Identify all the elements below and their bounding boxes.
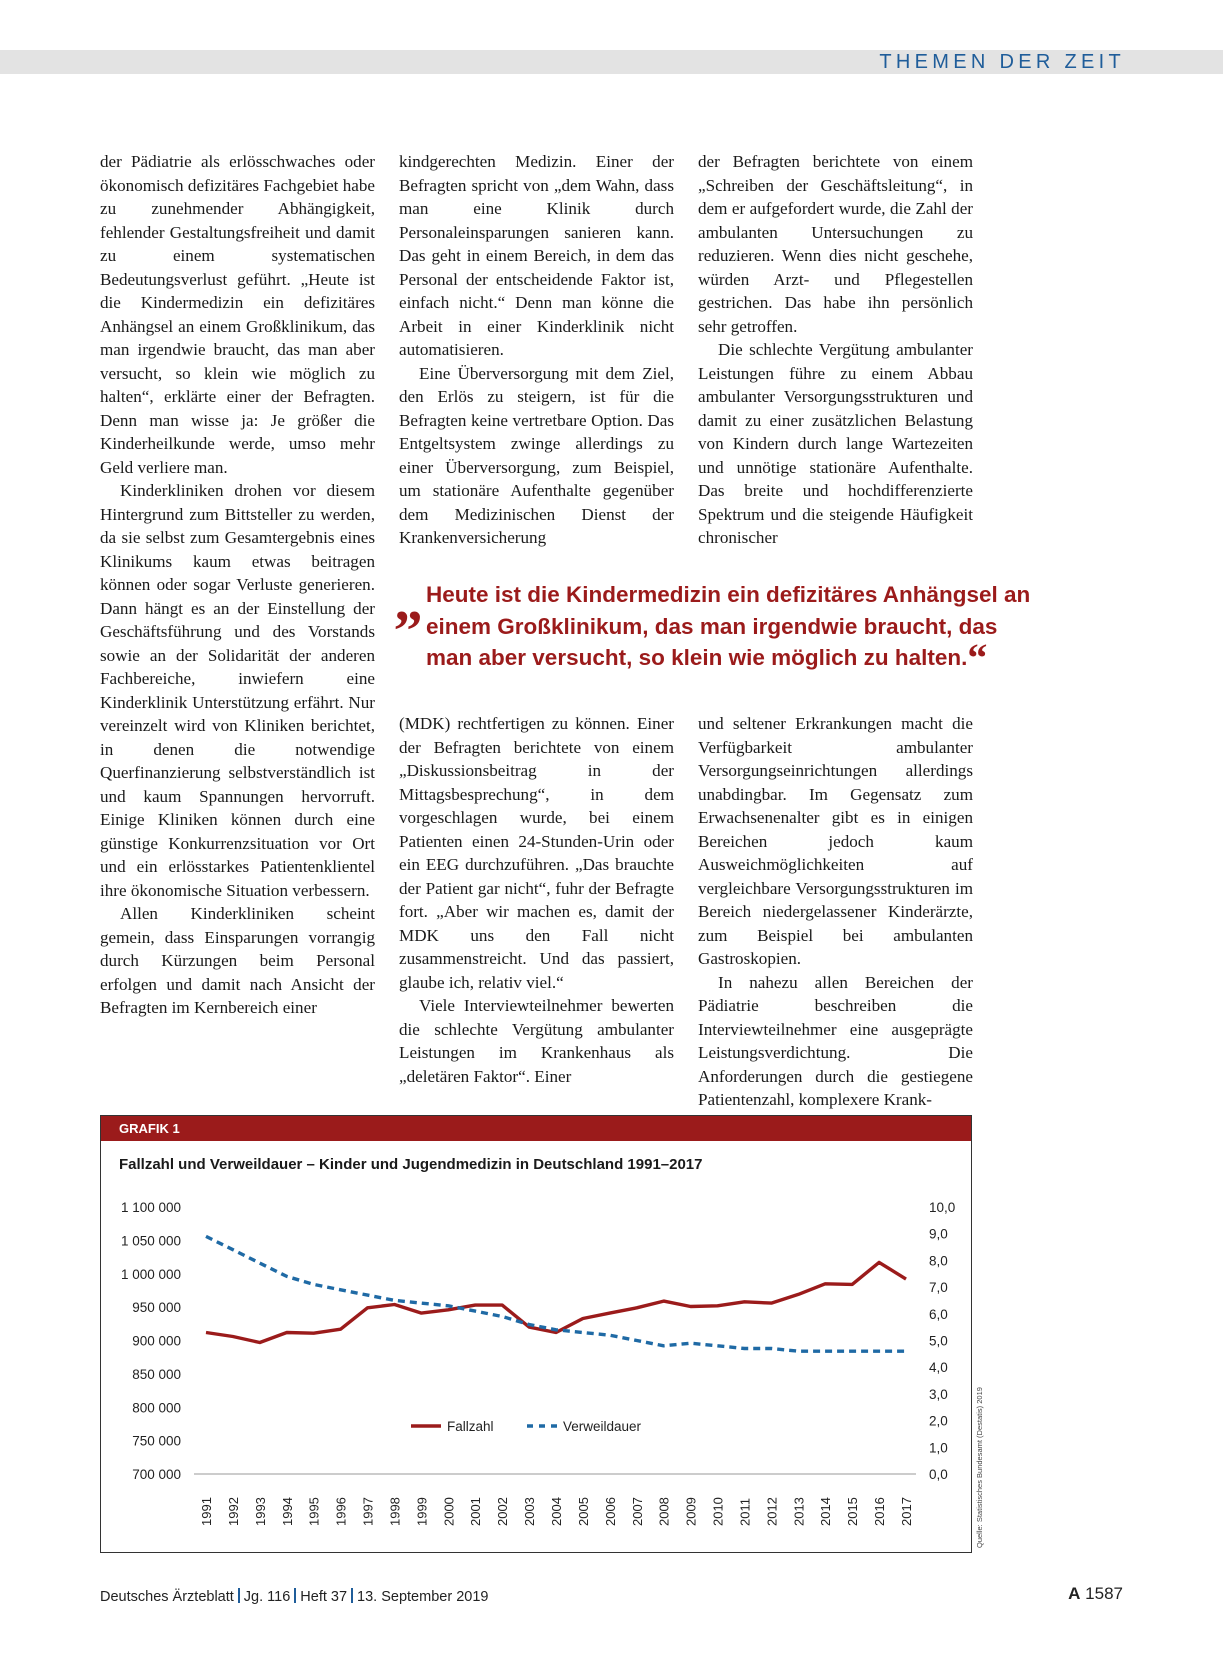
x-tick-label: 1995 [306,1497,322,1526]
text-column-1 [100,150,375,1020]
y-left-tick-label: 1 050 000 [120,1233,181,1249]
x-tick-label: 2010 [710,1497,726,1526]
paragraph: Viele Interviewteilnehmer bewerten die schlechte Vergütung ambulanter Leistungen im Krankenhaus als „deletären Faktor“. Einer [399,996,674,1086]
source-note: Quelle: Statistisches Bundesamt (Destatis) 2019 [975,1387,984,1548]
y-left-tick-label: 1 100 000 [120,1200,181,1215]
paragraph: Kinderkliniken drohen vor diesem Hintergrund zum Bittsteller zu werden, da sie selbst zum Gesamtergebnis eines Klinikums kaum etwas beitragen können oder sogar Verluste generieren. Dann hängt es an der Einstellung der Geschäftsführung und des Vorstands sowie an der Solidarität der anderen Fachbereiche, inwiefern eine Kinderklinik Unterstützung erfährt. Nur vereinzelt wird von Kliniken berichtet, in denen die notwendige Querfinanzierung selbstverständlich ist und kaum Spannungen hervorruft. Einige Kliniken können durch eine günstige Konkurrenzsituation vor Ort und ein erlösstarkes Patientenklientel ihre ökonomische Situation verbessern. [100,481,375,900]
x-tick-label: 1992 [225,1497,241,1526]
section-label: THEMEN DER ZEIT [879,51,1125,73]
x-tick-label: 2015 [845,1497,861,1526]
x-tick-label: 2008 [656,1497,672,1526]
x-tick-label: 2007 [629,1497,645,1526]
y-left-tick-label: 850 000 [132,1366,181,1382]
x-tick-label: 1999 [414,1497,430,1526]
pull-quote [394,568,1048,680]
y-left-tick-label: 1 000 000 [120,1266,181,1282]
y-left-tick-label: 700 000 [132,1467,181,1482]
y-left-tick-label: 950 000 [132,1300,181,1316]
pull-quote-text: Heute ist die Kindermedizin ein defizitäres Anhängsel an einem Großklinikum, das man irgendwie braucht, das man aber versucht, so klein wie möglich zu halten. [426,582,1031,670]
quote-open-mark: „ [394,568,423,633]
x-tick-label: 2009 [683,1497,699,1526]
y-left-tick-label: 900 000 [132,1333,181,1349]
paragraph: der Pädiatrie als erlösschwaches oder ökonomisch defizitäres Fachgebiet habe zu zunehmender Abhängigkeit, fehlender Gestaltungsfreiheit und damit zu einem systematischen Bedeutungsverlust geführt. „Heute ist die Kindermedizin ein defizitäres Anhängsel an einem Großklinikum, das man irgendwie braucht, das man aber versucht, so klein wie möglich zu halten“, erklärte einer der Befragten. Denn man wisse ja: Je größer die Kinderheilkunde werde, umso mehr Geld verliere man. [100,152,375,477]
x-tick-label: 2005 [575,1497,591,1526]
paragraph: Eine Überversorgung mit dem Ziel, den Erlös zu steigern, ist für die Befragten keine vertretbare Option. Das Entgeltsystem zwinge allerdings zu einer Überversorgung, zum Beispiel, um stationäre Aufenthalte gegenüber dem Medizinischen Dienst der Krankenversicherung [399,363,674,547]
journal-volume: Jg. 116 [243,1589,291,1605]
footer-separator [238,1588,240,1603]
page-prefix: A [1068,1584,1081,1603]
x-tick-label: 2006 [602,1497,618,1526]
y-right-tick-label: 3,0 [929,1386,948,1402]
x-tick-label: 2002 [495,1497,511,1526]
y-right-tick-label: 4,0 [929,1360,948,1376]
paragraph: und seltener Erkrankungen macht die Verfügbarkeit ambulanter Versorgungseinrichtungen allerdings unabdingbar. Im Gegensatz zum Erwachsenenalter gibt es in einigen Bereichen jedoch kaum Ausweichmöglichkeiten auf vergleichbare Versorgungsstrukturen im Bereich niedergelassener Kinderärzte, zum Beispiel bei ambulanten Gastroskopien. [698,714,973,968]
text-column-2 [399,150,674,550]
x-tick-label: 2003 [522,1497,538,1526]
x-tick-label: 2016 [872,1497,888,1526]
paragraph: Allen Kinderkliniken scheint gemein, dass Einsparungen vorrangig durch Kürzungen beim Personal erfolgen und damit nach Ansicht der Befragten im Kernbereich einer [100,904,375,1017]
x-tick-label: 2012 [764,1497,780,1526]
x-tick-label: 2017 [899,1497,914,1526]
paragraph: Die schlechte Vergütung ambulanter Leistungen führe zu einem Abbau ambulanter Versorgungsstrukturen und damit zu einer zusätzlichen Belastung von Kindern durch lange Wartezeiten und unnötige stationäre Aufenthalte. Das breite und hochdifferenzierte Spektrum und die steigende Häufigkeit chronischer [698,340,973,547]
y-right-tick-label: 5,0 [929,1333,948,1349]
journal-date: 13. September 2019 [357,1589,489,1605]
text-column-3 [698,150,973,550]
x-tick-label: 1996 [333,1497,349,1526]
quote-close-mark: “ [967,635,988,680]
y-right-tick-label: 2,0 [929,1413,948,1429]
footer-separator [294,1588,296,1603]
legend-label-fallzahl: Fallzahl [447,1419,494,1434]
x-tick-label: 1991 [199,1497,214,1526]
y-right-tick-label: 1,0 [929,1440,948,1456]
y-right-tick-label: 7,0 [929,1280,948,1296]
text-column-2-lower [399,712,674,1088]
paragraph: In nahezu allen Bereichen der Pädiatrie beschreiben die Interviewteilnehmer eine ausgeprägte Leistungsverdichtung. Die Anforderungen durch die gestiegene Patientenzahl, komplexere Krank- [698,972,973,1109]
x-tick-label: 2011 [737,1498,753,1526]
x-tick-label: 2013 [791,1497,807,1526]
x-tick-label: 2000 [441,1497,457,1526]
paragraph: der Befragten berichtete von einem „Schreiben der Geschäftsleitung“, in dem er aufgefordert wurde, die Zahl der ambulanten Untersuchungen zu reduzieren. Wenn dies nicht geschehe, würden Arzt- und Pflegestellen gestrichen. Das habe ihn persönlich sehr getroffen. [698,152,973,336]
y-left-tick-label: 800 000 [132,1400,181,1416]
y-right-tick-label: 10,0 [929,1200,956,1215]
text-column-3-lower [698,712,973,1112]
figure-label: GRAFIK 1 [101,1116,971,1141]
page-value: 1587 [1085,1584,1123,1603]
y-right-tick-label: 0,0 [929,1467,948,1482]
journal-name: Deutsches Ärzteblatt [100,1589,234,1605]
journal-issue: Heft 37 [300,1589,348,1605]
x-tick-label: 1993 [252,1497,268,1526]
y-left-tick-label: 750 000 [132,1433,181,1449]
y-right-tick-label: 8,0 [929,1253,948,1269]
paragraph: (MDK) rechtfertigen zu können. Einer der Befragten berichtete von einem „Diskussionsbeitrag in der Mittagsbesprechung“, in dem vorgeschlagen wurde, bei einem Patienten einen 24-Stunden-Urin oder ein EEG durchzuführen. „Das brauchte der Patient gar nicht“, fuhr der Befragte fort. „Aber wir machen es, damit der MDK uns den Fall nicht zusammenstreicht. Und das passiert, glaube ich, relativ viel.“ [399,714,674,992]
paragraph: kindgerechten Medizin. Einer der Befragten spricht von „dem Wahn, dass man eine Klinik durch Personaleinsparungen sanieren kann. Das geht in einem Bereich, in dem das Personal der entscheidende Faktor ist, einfach nicht.“ Denn man könne die Arbeit in einer Kinderklinik nicht automatisieren. [399,152,674,359]
x-tick-label: 2014 [818,1497,834,1526]
x-tick-label: 1994 [279,1497,295,1526]
footer-separator [351,1588,353,1603]
x-tick-label: 2001 [468,1497,484,1526]
y-right-tick-label: 6,0 [929,1306,948,1322]
line-chart [101,1116,970,1551]
chart-title: Fallzahl und Verweildauer – Kinder und Jugendmedizin in Deutschland 1991–2017 [119,1156,703,1173]
page-number [1068,1584,1123,1604]
x-tick-label: 1997 [360,1497,376,1526]
legend-label-verweildauer: Verweildauer [563,1419,642,1434]
figure-grafik-1 [100,1115,972,1553]
x-tick-label: 2004 [549,1497,564,1526]
x-tick-label: 1998 [387,1497,403,1526]
footer [100,1588,488,1605]
y-right-tick-label: 9,0 [929,1226,948,1242]
